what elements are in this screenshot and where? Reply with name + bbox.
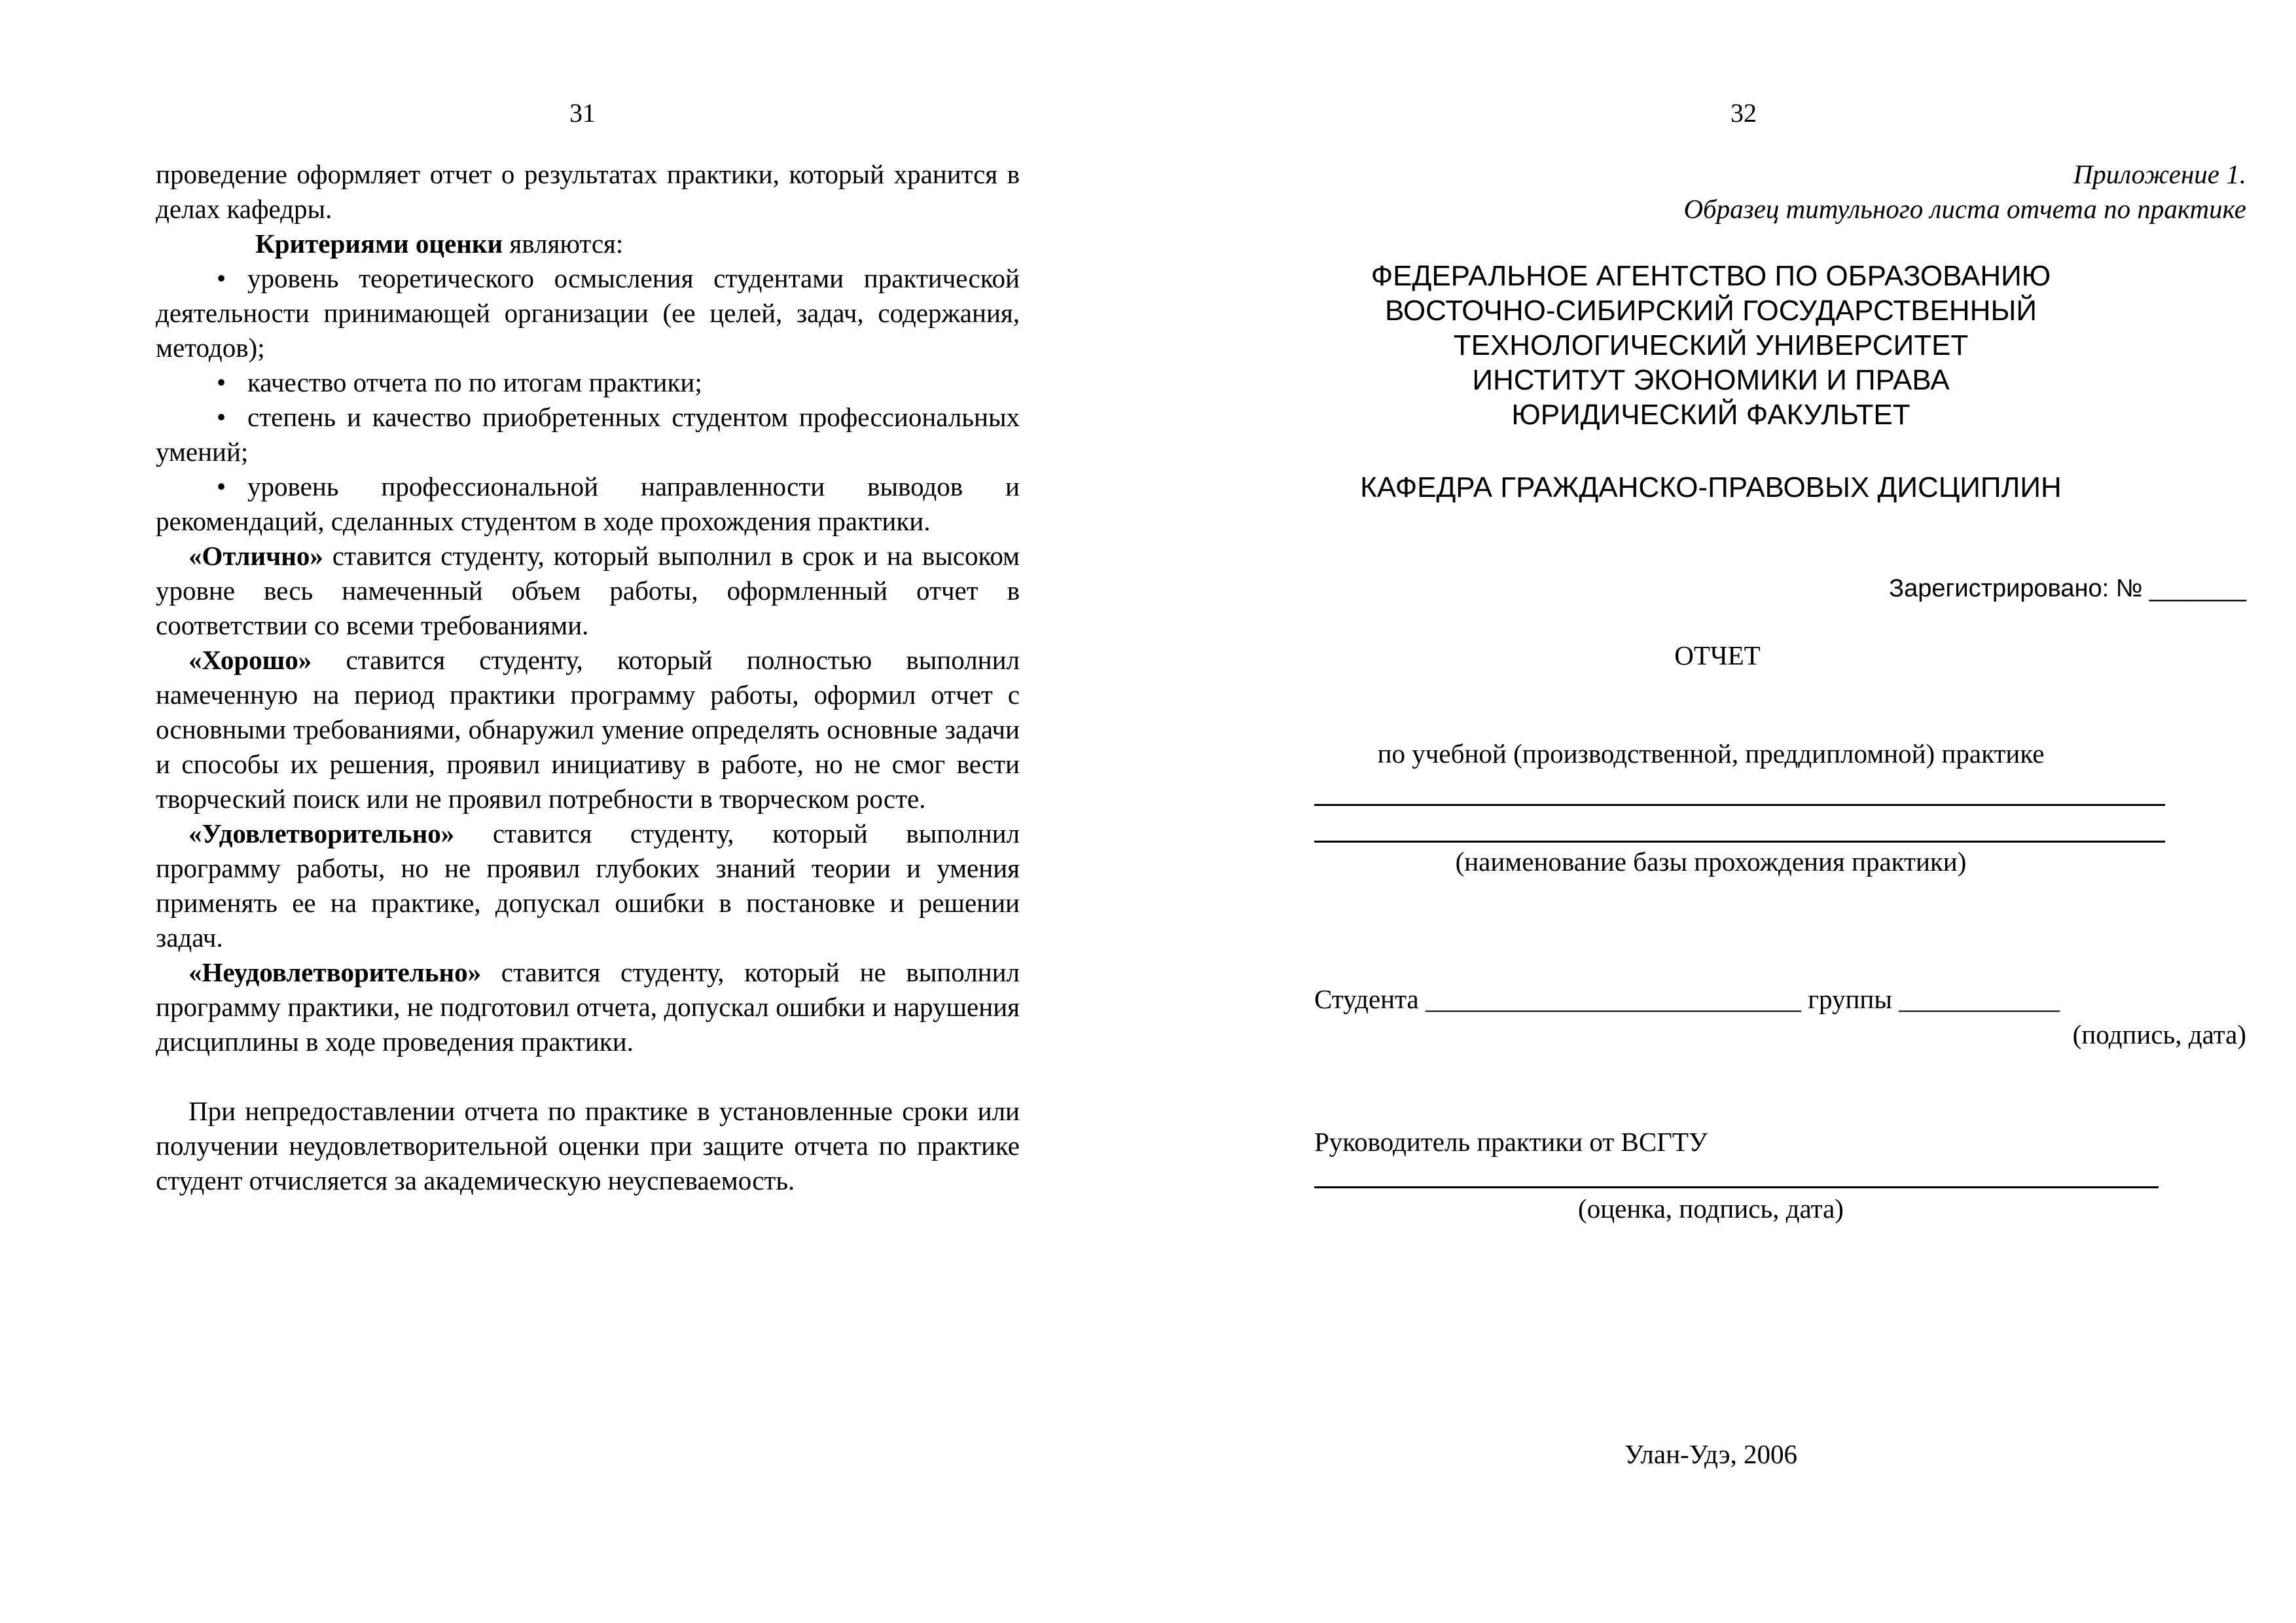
heading-line-4: ИНСТИТУТ ЭКОНОМИКИ И ПРАВА (1472, 364, 1950, 396)
grade-excellent (156, 539, 1020, 643)
bullet-text: степень и качество приобретенных студентом профессиональных умений; (156, 402, 1020, 467)
heading-line-5: ЮРИДИЧЕСКИЙ ФАКУЛЬТЕТ (1511, 399, 1910, 431)
grade-term: «Отлично» (188, 541, 323, 571)
base-name-rule-2 (1314, 841, 2165, 843)
base-caption: (наименование базы прохождения практики) (1455, 847, 1967, 877)
evaluation-caption: (оценка, подпись, дата) (1578, 1194, 1844, 1224)
grade-good (156, 643, 1020, 816)
bullet-icon: • (216, 367, 226, 397)
grade-satisfactory (156, 816, 1020, 955)
registered-line: Зарегистрировано: № _______ (1889, 575, 2246, 602)
grade-term: «Неудовлетворительно» (188, 957, 482, 987)
criteria-rest: являются: (503, 228, 624, 259)
bullet-text: качество отчета по по итогам практики; (247, 367, 702, 397)
page-number-left: 31 (569, 98, 596, 128)
bullet-item-3 (156, 400, 1020, 469)
city-year: Улан-Удэ, 2006 (1624, 1439, 1797, 1469)
bullet-item-2 (156, 365, 1020, 400)
practice-line: по учебной (производственной, преддипломной) практике (1377, 739, 2045, 769)
grade-text: ставится студенту, который полностью выполнил намеченную на период практики программу работы, оформил отчет с основными требованиями, обнаружил умение определять основные задачи и способы их решения, проявил инициативу в работе, но не смог вести творческий поиск или не проявил потребности в творческом росте. (156, 645, 1020, 814)
bullet-text: уровень теоретического осмысления студентами практической деятельности принимающей организации (ее целей, задач, содержания, методов); (156, 263, 1020, 363)
left-page-body (156, 157, 1020, 1198)
intro-paragraph: проведение оформляет отчет о результатах практики, который хранится в делах кафедры. (156, 159, 1020, 224)
closing-paragraph: При непредоставлении отчета по практике в установленные сроки или получении неудовлетворительной оценки при защите отчета по практике студент отчисляется за академическую неуспеваемость. (156, 1096, 1020, 1195)
supervisor-rule (1314, 1186, 2159, 1188)
bullet-text: уровень профессиональной направленности выводов и рекомендаций, сделанных студентом в ходе прохождения практики. (156, 471, 1020, 536)
base-name-rule-1 (1314, 804, 2165, 806)
bullet-icon: • (216, 471, 226, 501)
appendix-line-1: Приложение 1. (2073, 159, 2246, 189)
student-line: Студента ____________________________ группы ____________ (1314, 984, 2060, 1014)
criteria-bold: Критериями оценки (255, 228, 503, 259)
grade-text: ставится студенту, который выполнил в срок и на высоком уровне весь намеченный объем работы, оформленный отчет в соответствии со всеми требованиями. (156, 541, 1020, 640)
heading-line-1: ФЕДЕРАЛЬНОЕ АГЕНТСТВО ПО ОБРАЗОВАНИЮ (1371, 260, 2051, 292)
heading-line-3: ТЕХНОЛОГИЧЕСКИЙ УНИВЕРСИТЕТ (1453, 329, 1969, 361)
page-number-right: 32 (1731, 98, 1757, 128)
grade-term: «Хорошо» (188, 645, 312, 675)
institution-heading (1279, 259, 2143, 432)
grade-unsatisfactory (156, 955, 1020, 1059)
right-page (1148, 0, 2296, 1623)
bullet-item-4 (156, 469, 1020, 539)
paragraph-spacer (156, 1059, 1020, 1094)
department-title: КАФЕДРА ГРАЖДАНСКО-ПРАВОВЫХ ДИСЦИПЛИН (1360, 471, 2062, 503)
grade-text: ставится студенту, который выполнил программу работы, но не проявил глубоких знаний теории и умения применять ее на практике, допускал ошибки в постановке и решении задач. (156, 818, 1020, 953)
bullet-item-1 (156, 261, 1020, 365)
supervisor-label: Руководитель практики от ВСГТУ (1314, 1127, 1708, 1157)
report-title: ОТЧЕТ (1674, 640, 1761, 670)
appendix-line-2: Образец титульного листа отчета по практике (1683, 194, 2246, 224)
criteria-heading (156, 227, 1020, 261)
signature-caption: (подпись, дата) (2072, 1019, 2246, 1049)
grade-term: «Удовлетворительно» (188, 818, 455, 848)
heading-line-2: ВОСТОЧНО-СИБИРСКИЙ ГОСУДАРСТВЕННЫЙ (1384, 295, 2037, 327)
grade-text: ставится студенту, который не выполнил программу практики, не подготовил отчета, допускал ошибки и нарушения дисциплины в ходе проведения практики. (156, 957, 1020, 1057)
appendix-note (1683, 157, 2246, 227)
bullet-icon: • (216, 402, 226, 432)
bullet-icon: • (216, 263, 226, 293)
